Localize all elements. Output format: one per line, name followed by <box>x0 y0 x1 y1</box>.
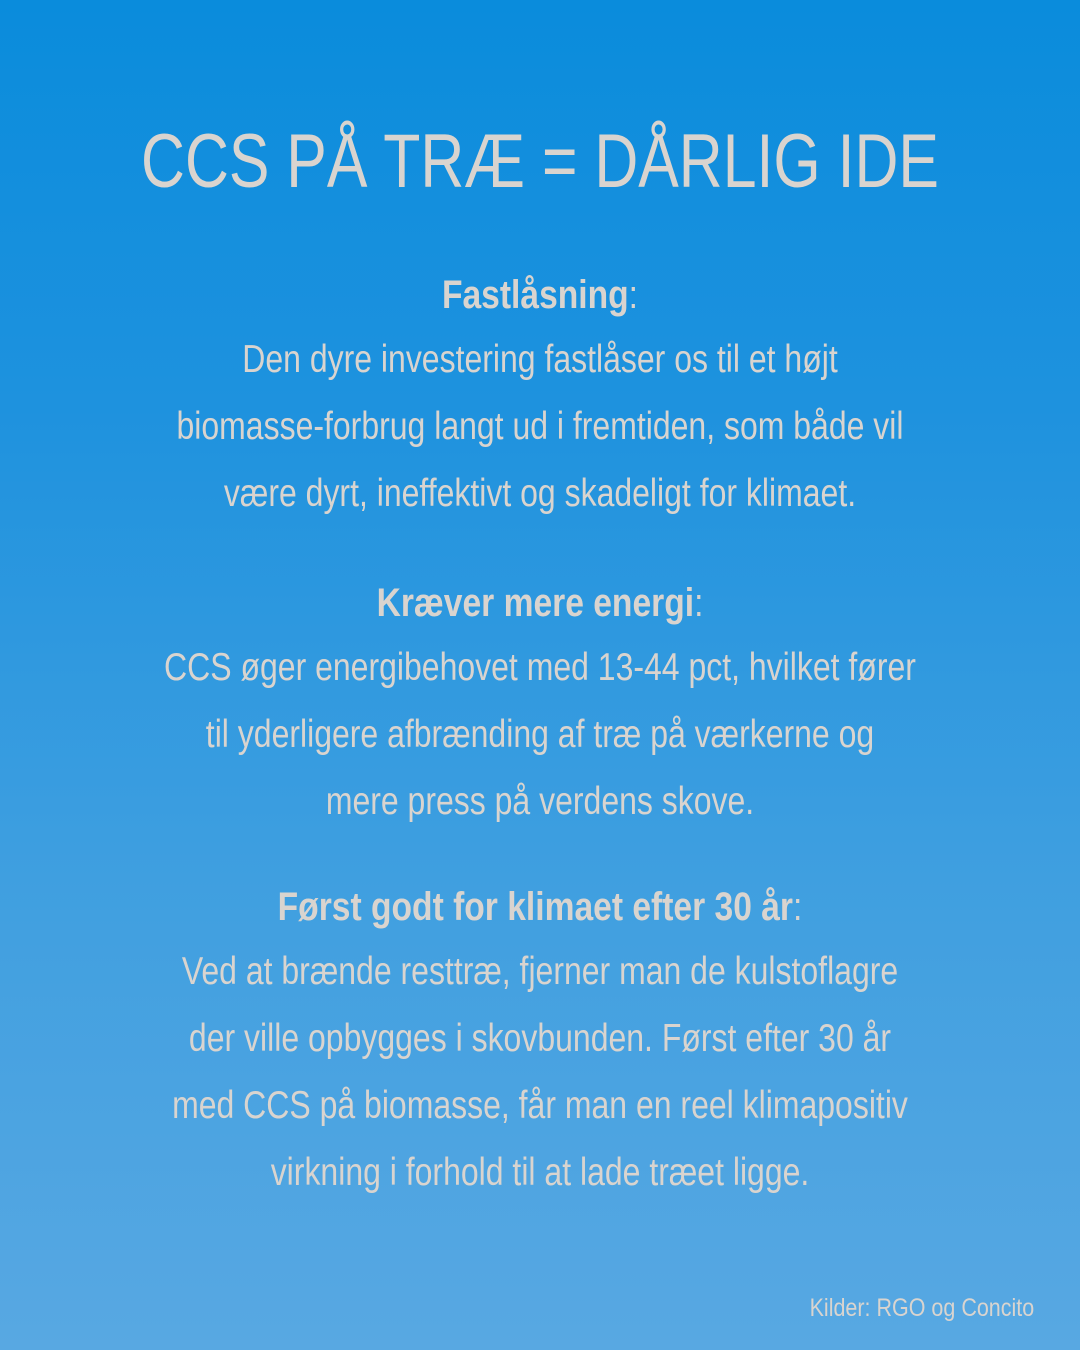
body-line: Den dyre investering fastlåser os til et højt <box>242 338 838 381</box>
body-line: være dyrt, ineffektivt og skadeligt for klimaet. <box>223 472 857 515</box>
section-body <box>130 634 950 835</box>
body-line: biomasse-forbrug langt ud i fremtiden, som både vil <box>176 405 904 448</box>
section-heading-colon: : <box>694 581 704 625</box>
body-line: der ville opbygges i skovbunden. Først efter 30 år <box>188 1017 892 1060</box>
body-line: mere press på verdens skove. <box>325 780 755 823</box>
section-foerst-godt-for-klimaet <box>40 876 1040 1206</box>
section-kraever-mere-energi <box>40 572 1040 835</box>
section-heading-text: Fastlåsning <box>441 273 629 317</box>
section-heading-colon: : <box>628 273 639 317</box>
source-credit: Kilder: RGO og Concito <box>809 1294 1034 1322</box>
section-heading-text: Først godt for klimaet efter 30 år <box>277 885 793 929</box>
body-line: CCS øger energibehovet med 13-44 pct, hvilket fører <box>164 646 916 689</box>
section-body <box>130 326 950 527</box>
body-line: med CCS på biomasse, får man en reel klimapositiv <box>172 1084 908 1127</box>
body-line: Ved at brænde resttræ, fjerner man de kulstoflagre <box>181 950 899 993</box>
poster-title: CCS PÅ TRÆ = DÅRLIG IDE <box>141 119 939 204</box>
section-heading-text: Kræver mere energi <box>376 581 695 625</box>
section-heading-colon: : <box>792 885 803 929</box>
body-line: virkning i forhold til at lade træet ligge. <box>270 1151 810 1194</box>
section-heading <box>120 264 960 326</box>
body-line: til yderligere afbrænding af træ på værkerne og <box>205 713 875 756</box>
section-fastlasning <box>40 264 1040 527</box>
section-heading <box>120 572 960 634</box>
section-heading <box>120 876 960 938</box>
section-body <box>130 938 950 1206</box>
